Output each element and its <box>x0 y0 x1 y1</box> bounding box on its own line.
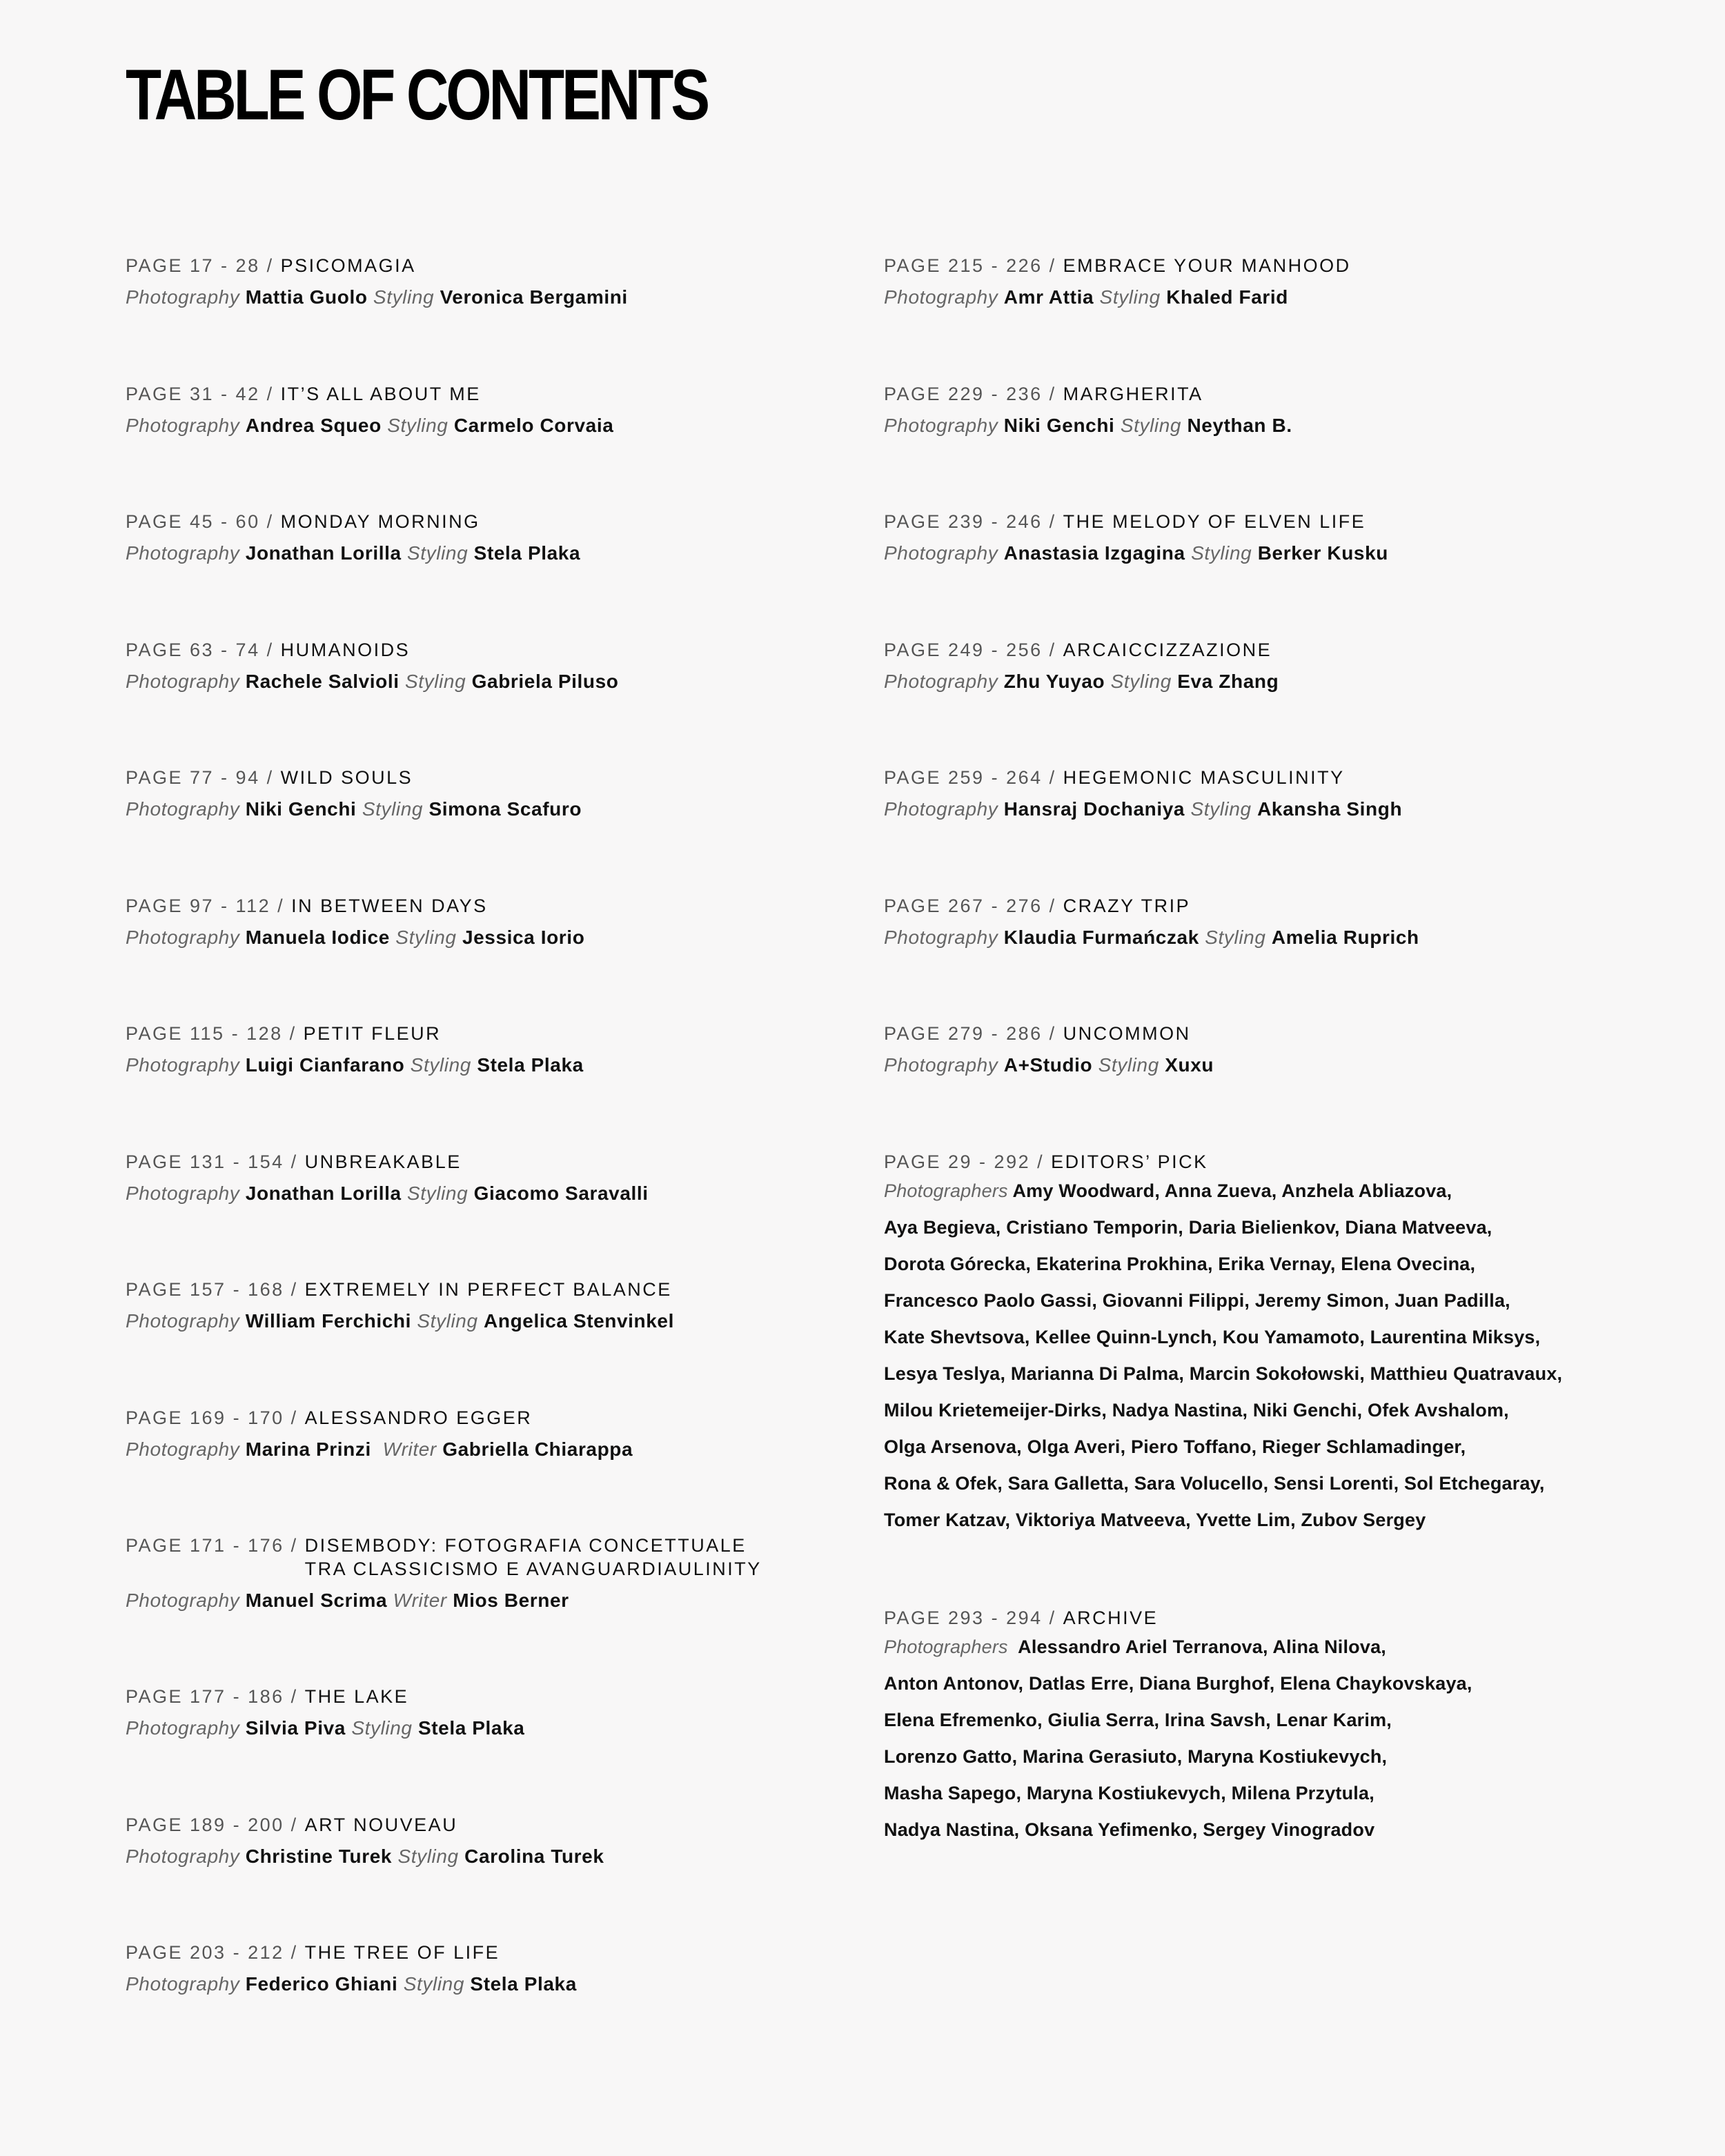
entry-title: ARCHIVE <box>1063 1607 1159 1628</box>
entry-title: UNBREAKABLE <box>304 1151 462 1172</box>
credit-role: Photography <box>126 1845 240 1867</box>
credit-role: Photography <box>884 670 998 692</box>
credit-name: Eva Zhang <box>1177 670 1279 692</box>
entry-title: ALESSANDRO EGGER <box>304 1407 533 1428</box>
credit-role: Styling <box>362 798 424 820</box>
name-line: Nadya Nastina, Oksana Yefimenko, Sergey Vinogradov <box>884 1819 1375 1840</box>
toc-entry: PAGE 279 - 286 / UNCOMMON Photography A+Studio Styling Xuxu <box>884 1023 1214 1076</box>
credit-role: Styling <box>1099 286 1161 308</box>
credit-role: Writer <box>382 1438 437 1460</box>
credit-name: Berker Kusku <box>1257 542 1388 564</box>
credit-role: Photographers <box>884 1636 1008 1657</box>
name-line: Kate Shevtsova, Kellee Quinn-Lynch, Kou Yamamoto, Laurentina Miksys, <box>884 1326 1541 1347</box>
name-line: Lorenzo Gatto, Marina Gerasiuto, Maryna Kostiukevych, <box>884 1745 1388 1767</box>
name-line: Alessandro Ariel Terranova, Alina Nilova, <box>1018 1636 1387 1657</box>
credit-role: Photography <box>884 926 998 948</box>
name-line: Dorota Górecka, Ekaterina Prokhina, Erika Vernay, Elena Ovecina, <box>884 1253 1476 1274</box>
credit-name: Stela Plaka <box>470 1973 577 1995</box>
credit-name: Stela Plaka <box>477 1054 584 1076</box>
entry-pages: PAGE 131 - 154 <box>126 1151 284 1172</box>
entry-title: EMBRACE YOUR MANHOOD <box>1063 255 1351 276</box>
credit-role: Photography <box>884 798 998 820</box>
credit-name: Stela Plaka <box>473 542 581 564</box>
credit-role: Styling <box>1098 1054 1159 1076</box>
entry-title: EXTREMELY IN PERFECT BALANCE <box>304 1279 672 1300</box>
credit-name: Mios Berner <box>453 1590 569 1611</box>
entry-pages: PAGE 177 - 186 <box>126 1686 284 1707</box>
toc-entry: PAGE 177 - 186 / THE LAKE Photography Silvia Piva Styling Stela Plaka <box>126 1686 525 1739</box>
toc-entry: PAGE 97 - 112 / IN BETWEEN DAYS Photography Manuela Iodice Styling Jessica Iorio <box>126 895 585 948</box>
entry-pages: PAGE 203 - 212 <box>126 1942 284 1963</box>
name-line: Olga Arsenova, Olga Averi, Piero Toffano, Rieger Schlamadinger, <box>884 1436 1466 1457</box>
toc-entry: PAGE 203 - 212 / THE TREE OF LIFE Photography Federico Ghiani Styling Stela Plaka <box>126 1942 577 1995</box>
entry-pages: PAGE 115 - 128 <box>126 1023 283 1044</box>
credit-role: Photography <box>126 1717 240 1739</box>
credit-name: Jonathan Lorilla <box>245 542 402 564</box>
entry-pages: PAGE 31 - 42 <box>126 383 260 404</box>
credit-role: Photography <box>126 286 240 308</box>
credit-name: Stela Plaka <box>417 1717 525 1739</box>
credit-name: Marina Prinzi <box>245 1438 371 1460</box>
credit-role: Photographers <box>884 1180 1008 1201</box>
entry-pages: PAGE 29 - 292 <box>884 1151 1031 1172</box>
credit-role: Styling <box>373 286 435 308</box>
entry-title: THE LAKE <box>304 1686 409 1707</box>
photographer-list <box>884 1629 1698 1848</box>
credit-name: Angelica Stenvinkel <box>484 1310 674 1332</box>
credit-role: Photography <box>126 414 240 436</box>
credit-role: Styling <box>1191 542 1252 564</box>
entry-pages: PAGE 215 - 226 <box>884 255 1043 276</box>
entry-pages: PAGE 189 - 200 <box>126 1814 284 1835</box>
credit-name: Carolina Turek <box>464 1845 604 1867</box>
entry-title: ART NOUVEAU <box>304 1814 458 1835</box>
toc-entry: PAGE 267 - 276 / CRAZY TRIP Photography Klaudia Furmańczak Styling Amelia Ruprich <box>884 895 1419 948</box>
toc-entry: PAGE 115 - 128 / PETIT FLEUR Photography Luigi Cianfarano Styling Stela Plaka <box>126 1023 584 1076</box>
credit-role: Styling <box>417 1310 478 1332</box>
credit-role: Styling <box>410 1054 471 1076</box>
entry-pages: PAGE 169 - 170 <box>126 1407 284 1428</box>
toc-entry: PAGE 171 - 176 / DISEMBODY: FOTOGRAFIA CONCETTUALE TRA CLASSICISMO E AVANGUARDIAULINITY Photography Manuel Scrima Writer Mios Berner <box>126 1535 762 1611</box>
credit-name: Niki Genchi <box>245 798 357 820</box>
credit-name: William Ferchichi <box>245 1310 412 1332</box>
toc-entry: PAGE 249 - 256 / ARCAICCIZZAZIONE Photography Zhu Yuyao Styling Eva Zhang <box>884 639 1279 692</box>
toc-entry: PAGE 17 - 28 / PSICOMAGIA Photography Mattia Guolo Styling Veronica Bergamini <box>126 255 628 308</box>
credit-role: Styling <box>407 542 469 564</box>
credit-name: Klaudia Furmańczak <box>1003 926 1199 948</box>
entry-pages: PAGE 97 - 112 <box>126 895 271 916</box>
entry-pages: PAGE 239 - 246 <box>884 511 1043 532</box>
credit-name: Khaled Farid <box>1166 286 1288 308</box>
credit-name: Veronica Bergamini <box>440 286 628 308</box>
credit-role: Photography <box>126 798 240 820</box>
name-line: Masha Sapego, Maryna Kostiukevych, Milena Przytula, <box>884 1782 1374 1803</box>
credit-name: Christine Turek <box>245 1845 393 1867</box>
name-line: Lesya Teslya, Marianna Di Palma, Marcin Sokołowski, Matthieu Quatravaux, <box>884 1363 1563 1384</box>
toc-right-column <box>884 254 1698 1848</box>
credit-role: Photography <box>126 1590 240 1611</box>
credit-name: Federico Ghiani <box>245 1973 398 1995</box>
credit-role: Photography <box>884 414 998 436</box>
name-line: Tomer Katzav, Viktoriya Matveeva, Yvette Lim, Zubov Sergey <box>884 1509 1426 1530</box>
credit-role: Styling <box>405 670 466 692</box>
credit-role: Styling <box>1190 798 1252 820</box>
credit-role: Styling <box>1120 414 1182 436</box>
toc-entry: PAGE 169 - 170 / ALESSANDRO EGGER Photography Marina Prinzi Writer Gabriella Chiarappa <box>126 1407 633 1460</box>
credit-role: Styling <box>403 1973 465 1995</box>
credit-name: Zhu Yuyao <box>1003 670 1105 692</box>
entry-title: THE TREE OF LIFE <box>304 1942 500 1963</box>
toc-left-column <box>126 254 871 2069</box>
entry-title: DISEMBODY: FOTOGRAFIA CONCETTUALE TRA CLASSICISMO E AVANGUARDIAULINITY <box>304 1535 762 1579</box>
credit-role: Photography <box>126 1054 240 1076</box>
credit-role: Styling <box>387 414 448 436</box>
entry-title: MONDAY MORNING <box>280 511 480 532</box>
entry-title: UNCOMMON <box>1063 1023 1191 1044</box>
entry-pages: PAGE 267 - 276 <box>884 895 1043 916</box>
entry-pages: PAGE 279 - 286 <box>884 1023 1043 1044</box>
credit-name: Jonathan Lorilla <box>245 1182 402 1204</box>
credit-role: Photography <box>884 542 998 564</box>
entry-title: CRAZY TRIP <box>1063 895 1191 916</box>
entry-pages: PAGE 249 - 256 <box>884 639 1043 660</box>
name-line: Anton Antonov, Datlas Erre, Diana Burghof, Elena Chaykovskaya, <box>884 1672 1472 1694</box>
toc-entry: PAGE 131 - 154 / UNBREAKABLE Photography Jonathan Lorilla Styling Giacomo Saravalli <box>126 1151 649 1204</box>
credit-role: Styling <box>397 1845 459 1867</box>
entry-title: PSICOMAGIA <box>280 255 416 276</box>
credit-name: Amr Attia <box>1003 286 1094 308</box>
credit-name: Gabriela Piluso <box>471 670 619 692</box>
credit-name: Rachele Salvioli <box>245 670 400 692</box>
credit-name: Hansraj Dochaniya <box>1003 798 1185 820</box>
name-line: Amy Woodward, Anna Zueva, Anzhela Abliazova, <box>1012 1180 1452 1201</box>
entry-title: HUMANOIDS <box>280 639 411 660</box>
entry-title: ARCAICCIZZAZIONE <box>1063 639 1272 660</box>
name-line: Aya Begieva, Cristiano Temporin, Daria Bielienkov, Diana Matveeva, <box>884 1216 1492 1238</box>
toc-entry: PAGE 239 - 246 / THE MELODY OF ELVEN LIFE Photography Anastasia Izgagina Styling Berker Kusku <box>884 511 1388 564</box>
credit-name: Mattia Guolo <box>245 286 368 308</box>
credit-role: Photography <box>884 1054 998 1076</box>
credit-name: Xuxu <box>1165 1054 1214 1076</box>
entry-pages: PAGE 293 - 294 <box>884 1607 1043 1628</box>
credit-role: Styling <box>407 1182 469 1204</box>
entry-pages: PAGE 157 - 168 <box>126 1279 284 1300</box>
page-title: TABLE OF CONTENTS <box>126 55 708 135</box>
entry-pages: PAGE 77 - 94 <box>126 767 260 788</box>
credit-name: Andrea Squeo <box>245 414 382 436</box>
toc-entry: PAGE 259 - 264 / HEGEMONIC MASCULINITY Photography Hansraj Dochaniya Styling Akansha Singh <box>884 767 1403 820</box>
credit-role: Photography <box>126 542 240 564</box>
archive-section: PAGE 293 - 294 / ARCHIVE Photographers Alessandro Ariel Terranova, Alina Nilova, Anton Antonov, Datlas Erre, Diana Burghof, Elena Chaykovskaya, Elena Efremenko, Giulia Serra, Irina Savsh, Lenar Karim, Lorenzo Gatto, Marina Gerasiuto, Maryna Kostiukevych, Masha Sapego, Maryna Kostiukevych, Milena Przytula, Nadya Nastina, Oksana Yefimenko, Sergey Vinogradov <box>884 1606 1698 1848</box>
name-line: Milou Krietemeijer-Dirks, Nadya Nastina, Niki Genchi, Ofek Avshalom, <box>884 1399 1509 1421</box>
credit-role: Styling <box>395 926 457 948</box>
credit-name: Neythan B. <box>1187 414 1292 436</box>
credit-name: Manuel Scrima <box>245 1590 388 1611</box>
entry-title: IN BETWEEN DAYS <box>291 895 488 916</box>
credit-role: Photography <box>126 1182 240 1204</box>
entry-pages: PAGE 63 - 74 <box>126 639 260 660</box>
credit-role: Photography <box>126 1438 240 1460</box>
name-line: Rona & Ofek, Sara Galletta, Sara Volucello, Sensi Lorenti, Sol Etchegaray, <box>884 1472 1545 1494</box>
entry-title: THE MELODY OF ELVEN LIFE <box>1063 511 1366 532</box>
entry-title: PETIT FLEUR <box>303 1023 442 1044</box>
entry-title: EDITORS’ PICK <box>1051 1151 1208 1172</box>
credit-name: Carmelo Corvaia <box>453 414 614 436</box>
toc-entry: PAGE 229 - 236 / MARGHERITA Photography Niki Genchi Styling Neythan B. <box>884 383 1292 436</box>
toc-entry: PAGE 189 - 200 / ART NOUVEAU Photography Christine Turek Styling Carolina Turek <box>126 1814 604 1867</box>
credit-name: Anastasia Izgagina <box>1003 542 1185 564</box>
credit-name: Giacomo Saravalli <box>473 1182 649 1204</box>
photographer-list <box>884 1173 1698 1539</box>
entry-pages: PAGE 229 - 236 <box>884 383 1043 404</box>
entry-title: IT’S ALL ABOUT ME <box>280 383 481 404</box>
credit-name: Akansha Singh <box>1257 798 1403 820</box>
entry-pages: PAGE 45 - 60 <box>126 511 260 532</box>
entry-pages: PAGE 259 - 264 <box>884 767 1043 788</box>
credit-name: Silvia Piva <box>245 1717 346 1739</box>
name-line: Francesco Paolo Gassi, Giovanni Filippi, Jeremy Simon, Juan Padilla, <box>884 1289 1510 1311</box>
entry-title: WILD SOULS <box>280 767 413 788</box>
credit-role: Photography <box>884 286 998 308</box>
toc-entry: PAGE 215 - 226 / EMBRACE YOUR MANHOOD Photography Amr Attia Styling Khaled Farid <box>884 255 1351 308</box>
editors-pick-section: PAGE 29 - 292 / EDITORS’ PICK Photographers Amy Woodward, Anna Zueva, Anzhela Abliazova, Aya Begieva, Cristiano Temporin, Daria Bielienkov, Diana Matveeva, Dorota Górecka, Ekaterina Prokhina, Erika Vernay, Elena Ovecina, Francesco Paolo Gassi, Giovanni Filippi, Jeremy Simon, Juan Padilla, Kate Shevtsova, Kellee Quinn-Lynch, Kou Yamamoto, Laurentina Miksys, Lesya Teslya, Marianna Di Palma, Marcin Sokołowski, Matthieu Quatravaux, Milou Krietemeijer-Dirks, Nadya Nastina, Niki Genchi, Ofek Avshalom, Olga Arsenova, Olga Averi, Piero Toffano, Rieger Schlamadinger, Rona & Ofek, Sara Galletta, Sara Volucello, Sensi Lorenti, Sol Etchegaray, Tomer Katzav, Viktoriya Matveeva, Yvette Lim, Zubov Sergey <box>884 1150 1698 1539</box>
credit-name: Manuela Iodice <box>245 926 390 948</box>
credit-name: Niki Genchi <box>1003 414 1115 436</box>
credit-role: Photography <box>126 926 240 948</box>
credit-role: Styling <box>1110 670 1172 692</box>
credit-role: Styling <box>1205 926 1266 948</box>
credit-name: Amelia Ruprich <box>1271 926 1419 948</box>
name-line: Elena Efremenko, Giulia Serra, Irina Savsh, Lenar Karim, <box>884 1709 1392 1730</box>
credit-name: Luigi Cianfarano <box>245 1054 405 1076</box>
credit-name: Simona Scafuro <box>428 798 582 820</box>
entry-title: HEGEMONIC MASCULINITY <box>1063 767 1345 788</box>
credit-name: Gabriella Chiarappa <box>442 1438 633 1460</box>
toc-entry: PAGE 157 - 168 / EXTREMELY IN PERFECT BALANCE Photography William Ferchichi Styling Angelica Stenvinkel <box>126 1279 674 1332</box>
credit-name: Jessica Iorio <box>462 926 585 948</box>
credit-role: Photography <box>126 1973 240 1995</box>
entry-pages: PAGE 17 - 28 <box>126 255 260 276</box>
toc-entry: PAGE 45 - 60 / MONDAY MORNING Photography Jonathan Lorilla Styling Stela Plaka <box>126 511 581 564</box>
credit-role: Photography <box>126 1310 240 1332</box>
toc-entry: PAGE 31 - 42 / IT’S ALL ABOUT ME Photography Andrea Squeo Styling Carmelo Corvaia <box>126 383 614 436</box>
credit-role: Photography <box>126 670 240 692</box>
credit-name: A+Studio <box>1003 1054 1093 1076</box>
credit-role: Styling <box>351 1717 413 1739</box>
credit-role: Writer <box>393 1590 447 1611</box>
entry-pages: PAGE 171 - 176 <box>126 1535 284 1556</box>
toc-entry: PAGE 63 - 74 / HUMANOIDS Photography Rachele Salvioli Styling Gabriela Piluso <box>126 639 619 692</box>
entry-title: MARGHERITA <box>1063 383 1203 404</box>
toc-entry: PAGE 77 - 94 / WILD SOULS Photography Niki Genchi Styling Simona Scafuro <box>126 767 582 820</box>
